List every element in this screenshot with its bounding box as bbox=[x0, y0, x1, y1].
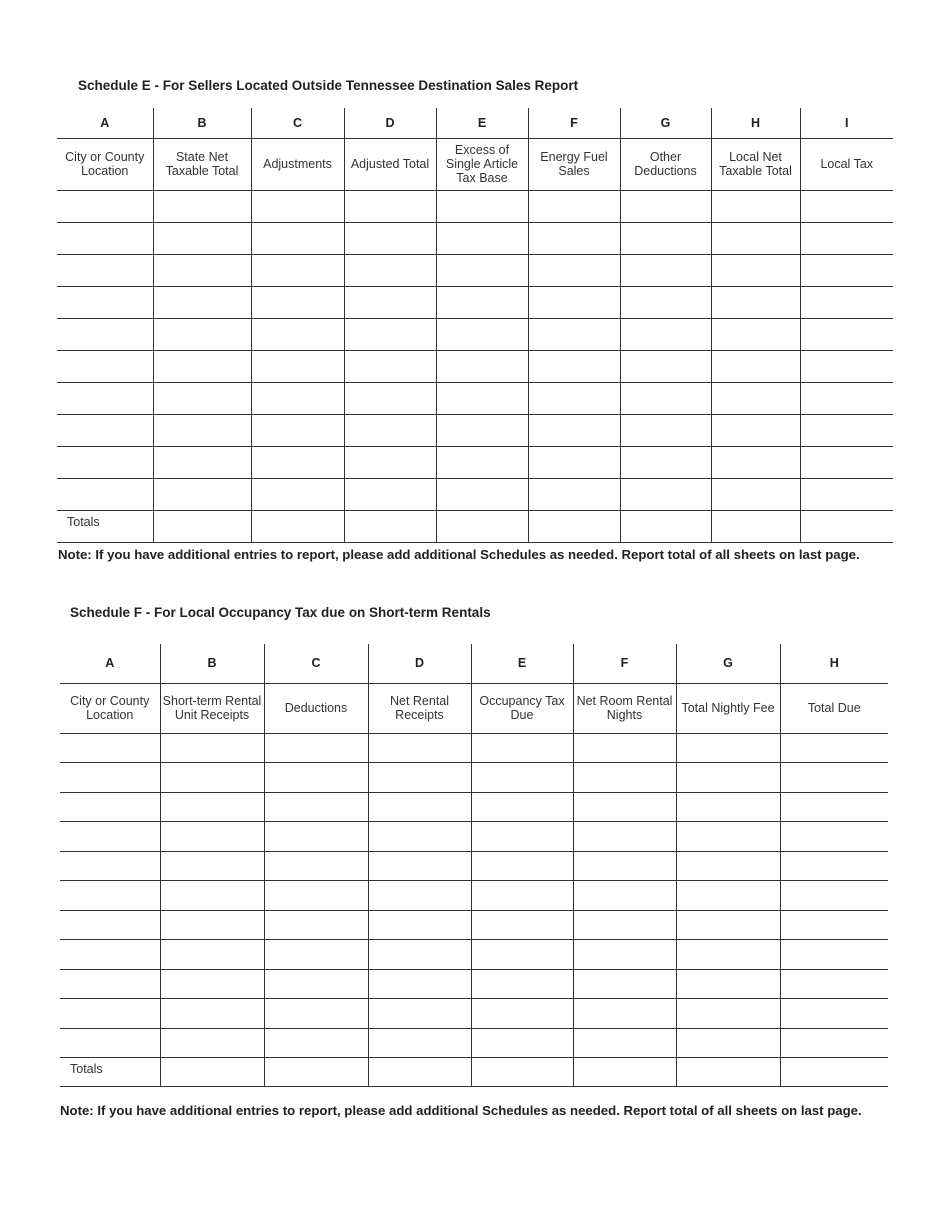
entry-cell[interactable] bbox=[471, 822, 573, 852]
schedule-e-title: Schedule E - For Sellers Located Outside Tennessee Destination Sales Report bbox=[78, 78, 579, 93]
entry-cell[interactable] bbox=[711, 286, 800, 318]
entry-cell[interactable] bbox=[436, 414, 528, 446]
entry-cell[interactable] bbox=[676, 763, 780, 793]
table-row bbox=[57, 190, 893, 222]
table-row bbox=[60, 1028, 888, 1058]
table-row bbox=[60, 881, 888, 911]
totals-cell[interactable] bbox=[264, 1058, 368, 1087]
entry-cell[interactable] bbox=[573, 999, 676, 1029]
entry-cell[interactable] bbox=[471, 733, 573, 763]
entry-cell[interactable] bbox=[676, 999, 780, 1029]
totals-row bbox=[60, 1058, 888, 1087]
column-header-h: Total Due bbox=[780, 683, 888, 733]
column-letter-e: E bbox=[436, 108, 528, 138]
entry-cell[interactable] bbox=[344, 478, 436, 510]
table-row bbox=[57, 318, 893, 350]
entry-cell[interactable] bbox=[264, 822, 368, 852]
entry-cell[interactable] bbox=[780, 999, 888, 1029]
entry-cell[interactable] bbox=[620, 478, 711, 510]
column-header-g: Total Nightly Fee bbox=[676, 683, 780, 733]
entry-cell[interactable] bbox=[368, 763, 471, 793]
table-row bbox=[60, 822, 888, 852]
table-row bbox=[60, 733, 888, 763]
entry-cell[interactable] bbox=[153, 414, 251, 446]
entry-cell[interactable] bbox=[60, 822, 160, 852]
entry-cell[interactable] bbox=[471, 969, 573, 999]
table-row bbox=[57, 286, 893, 318]
entry-cell[interactable] bbox=[344, 446, 436, 478]
entry-cell[interactable] bbox=[60, 763, 160, 793]
table-row bbox=[60, 969, 888, 999]
entry-cell[interactable] bbox=[528, 382, 620, 414]
entry-cell[interactable] bbox=[160, 733, 264, 763]
entry-cell[interactable] bbox=[436, 382, 528, 414]
column-header-d: Adjusted Total bbox=[344, 138, 436, 190]
table-row bbox=[60, 851, 888, 881]
entry-cell[interactable] bbox=[368, 969, 471, 999]
schedule-e-table bbox=[57, 108, 893, 543]
totals-cell[interactable] bbox=[573, 1058, 676, 1087]
entry-cell[interactable] bbox=[153, 222, 251, 254]
entry-cell[interactable] bbox=[676, 940, 780, 970]
entry-cell[interactable] bbox=[676, 822, 780, 852]
schedule-f-note: Note: If you have additional entries to report, please add additional Schedules as needed. Report total of all sheets on last page. bbox=[60, 1103, 862, 1118]
entry-cell[interactable] bbox=[711, 446, 800, 478]
table-row bbox=[60, 940, 888, 970]
totals-cell[interactable] bbox=[368, 1058, 471, 1087]
column-header-b: Short-term Rental Unit Receipts bbox=[160, 683, 264, 733]
entry-cell[interactable] bbox=[57, 222, 153, 254]
entry-cell[interactable] bbox=[160, 910, 264, 940]
entry-cell[interactable] bbox=[57, 382, 153, 414]
entry-cell[interactable] bbox=[780, 881, 888, 911]
entry-cell[interactable] bbox=[800, 286, 893, 318]
entry-cell[interactable] bbox=[344, 414, 436, 446]
entry-cell[interactable] bbox=[711, 254, 800, 286]
column-header-a: City or County Location bbox=[60, 683, 160, 733]
entry-cell[interactable] bbox=[471, 763, 573, 793]
entry-cell[interactable] bbox=[780, 940, 888, 970]
entry-cell[interactable] bbox=[344, 286, 436, 318]
column-header-e: Excess of Single Article Tax Base bbox=[436, 138, 528, 190]
column-header-h: Local Net Taxable Total bbox=[711, 138, 800, 190]
entry-cell[interactable] bbox=[344, 254, 436, 286]
entry-cell[interactable] bbox=[620, 254, 711, 286]
entry-cell[interactable] bbox=[436, 318, 528, 350]
entry-cell[interactable] bbox=[573, 792, 676, 822]
entry-cell[interactable] bbox=[780, 910, 888, 940]
entry-cell[interactable] bbox=[780, 792, 888, 822]
entry-cell[interactable] bbox=[57, 318, 153, 350]
entry-cell[interactable] bbox=[160, 1028, 264, 1058]
entry-cell[interactable] bbox=[573, 969, 676, 999]
entry-cell[interactable] bbox=[620, 222, 711, 254]
entry-cell[interactable] bbox=[60, 792, 160, 822]
entry-cell[interactable] bbox=[711, 318, 800, 350]
entry-cell[interactable] bbox=[528, 478, 620, 510]
entry-cell[interactable] bbox=[57, 478, 153, 510]
entry-cell[interactable] bbox=[780, 733, 888, 763]
totals-cell[interactable] bbox=[436, 510, 528, 542]
entry-cell[interactable] bbox=[344, 190, 436, 222]
entry-cell[interactable] bbox=[368, 733, 471, 763]
column-letter-g: G bbox=[676, 644, 780, 683]
entry-cell[interactable] bbox=[620, 414, 711, 446]
totals-cell[interactable] bbox=[471, 1058, 573, 1087]
column-letter-b: B bbox=[153, 108, 251, 138]
entry-cell[interactable] bbox=[711, 382, 800, 414]
entry-cell[interactable] bbox=[264, 881, 368, 911]
entry-cell[interactable] bbox=[436, 222, 528, 254]
entry-cell[interactable] bbox=[711, 190, 800, 222]
totals-label: Totals bbox=[60, 1058, 160, 1087]
entry-cell[interactable] bbox=[57, 254, 153, 286]
column-letter-c: C bbox=[251, 108, 344, 138]
entry-cell[interactable] bbox=[573, 851, 676, 881]
entry-cell[interactable] bbox=[264, 792, 368, 822]
entry-cell[interactable] bbox=[471, 999, 573, 1029]
totals-cell[interactable] bbox=[251, 510, 344, 542]
totals-cell[interactable] bbox=[160, 1058, 264, 1087]
totals-cell[interactable] bbox=[620, 510, 711, 542]
entry-cell[interactable] bbox=[60, 999, 160, 1029]
column-letter-a: A bbox=[60, 644, 160, 683]
entry-cell[interactable] bbox=[368, 792, 471, 822]
table-row bbox=[57, 222, 893, 254]
entry-cell[interactable] bbox=[711, 478, 800, 510]
entry-cell[interactable] bbox=[60, 733, 160, 763]
column-header-e: Occupancy Tax Due bbox=[471, 683, 573, 733]
column-letter-d: D bbox=[368, 644, 471, 683]
entry-cell[interactable] bbox=[153, 382, 251, 414]
entry-cell[interactable] bbox=[573, 910, 676, 940]
entry-cell[interactable] bbox=[60, 1028, 160, 1058]
entry-cell[interactable] bbox=[780, 969, 888, 999]
entry-cell[interactable] bbox=[60, 969, 160, 999]
entry-cell[interactable] bbox=[153, 254, 251, 286]
entry-cell[interactable] bbox=[264, 763, 368, 793]
totals-cell[interactable] bbox=[153, 510, 251, 542]
table-row bbox=[57, 254, 893, 286]
entry-cell[interactable] bbox=[436, 350, 528, 382]
entry-cell[interactable] bbox=[528, 190, 620, 222]
entry-cell[interactable] bbox=[264, 940, 368, 970]
entry-cell[interactable] bbox=[528, 318, 620, 350]
table-row bbox=[57, 414, 893, 446]
column-letter-i: I bbox=[800, 108, 893, 138]
entry-cell[interactable] bbox=[676, 851, 780, 881]
entry-cell[interactable] bbox=[573, 881, 676, 911]
column-letter-h: H bbox=[780, 644, 888, 683]
column-letter-c: C bbox=[264, 644, 368, 683]
entry-cell[interactable] bbox=[264, 851, 368, 881]
column-letter-a: A bbox=[57, 108, 153, 138]
entry-cell[interactable] bbox=[368, 851, 471, 881]
entry-cell[interactable] bbox=[780, 822, 888, 852]
table-row bbox=[57, 478, 893, 510]
column-header-i: Local Tax bbox=[800, 138, 893, 190]
entry-cell[interactable] bbox=[528, 446, 620, 478]
entry-cell[interactable] bbox=[160, 763, 264, 793]
totals-cell[interactable] bbox=[528, 510, 620, 542]
column-header-f: Net Room Rental Nights bbox=[573, 683, 676, 733]
entry-cell[interactable] bbox=[160, 792, 264, 822]
entry-cell[interactable] bbox=[153, 478, 251, 510]
column-header-d: Net Rental Receipts bbox=[368, 683, 471, 733]
entry-cell[interactable] bbox=[800, 222, 893, 254]
column-letter-d: D bbox=[344, 108, 436, 138]
column-header-g: Other Deductions bbox=[620, 138, 711, 190]
entry-cell[interactable] bbox=[471, 792, 573, 822]
entry-cell[interactable] bbox=[676, 969, 780, 999]
entry-cell[interactable] bbox=[800, 190, 893, 222]
entry-cell[interactable] bbox=[264, 733, 368, 763]
entry-cell[interactable] bbox=[368, 940, 471, 970]
entry-cell[interactable] bbox=[780, 1028, 888, 1058]
entry-cell[interactable] bbox=[60, 851, 160, 881]
entry-cell[interactable] bbox=[573, 940, 676, 970]
totals-row bbox=[57, 510, 893, 542]
entry-cell[interactable] bbox=[800, 414, 893, 446]
entry-cell[interactable] bbox=[800, 318, 893, 350]
totals-cell[interactable] bbox=[780, 1058, 888, 1087]
column-header-b: State Net Taxable Total bbox=[153, 138, 251, 190]
column-header-f: Energy Fuel Sales bbox=[528, 138, 620, 190]
entry-cell[interactable] bbox=[780, 851, 888, 881]
entry-cell[interactable] bbox=[471, 1028, 573, 1058]
column-letter-e: E bbox=[471, 644, 573, 683]
entry-cell[interactable] bbox=[471, 881, 573, 911]
entry-cell[interactable] bbox=[368, 881, 471, 911]
schedule-f-title: Schedule F - For Local Occupancy Tax due on Short-term Rentals bbox=[70, 605, 491, 620]
entry-cell[interactable] bbox=[800, 350, 893, 382]
entry-cell[interactable] bbox=[436, 286, 528, 318]
entry-cell[interactable] bbox=[800, 478, 893, 510]
entry-cell[interactable] bbox=[251, 254, 344, 286]
column-letter-h: H bbox=[711, 108, 800, 138]
entry-cell[interactable] bbox=[711, 414, 800, 446]
entry-cell[interactable] bbox=[160, 940, 264, 970]
entry-cell[interactable] bbox=[800, 446, 893, 478]
entry-cell[interactable] bbox=[344, 318, 436, 350]
entry-cell[interactable] bbox=[436, 254, 528, 286]
entry-cell[interactable] bbox=[251, 478, 344, 510]
entry-cell[interactable] bbox=[251, 222, 344, 254]
entry-cell[interactable] bbox=[528, 222, 620, 254]
entry-cell[interactable] bbox=[264, 910, 368, 940]
entry-cell[interactable] bbox=[153, 318, 251, 350]
entry-cell[interactable] bbox=[251, 350, 344, 382]
column-header-a: City or County Location bbox=[57, 138, 153, 190]
entry-cell[interactable] bbox=[264, 1028, 368, 1058]
entry-cell[interactable] bbox=[620, 446, 711, 478]
totals-cell[interactable] bbox=[344, 510, 436, 542]
column-header-c: Adjustments bbox=[251, 138, 344, 190]
table-row bbox=[60, 999, 888, 1029]
entry-cell[interactable] bbox=[344, 222, 436, 254]
entry-cell[interactable] bbox=[676, 881, 780, 911]
totals-cell[interactable] bbox=[676, 1058, 780, 1087]
entry-cell[interactable] bbox=[60, 910, 160, 940]
entry-cell[interactable] bbox=[573, 1028, 676, 1058]
entry-cell[interactable] bbox=[251, 318, 344, 350]
entry-cell[interactable] bbox=[344, 382, 436, 414]
entry-cell[interactable] bbox=[251, 414, 344, 446]
entry-cell[interactable] bbox=[471, 940, 573, 970]
entry-cell[interactable] bbox=[676, 910, 780, 940]
entry-cell[interactable] bbox=[160, 822, 264, 852]
entry-cell[interactable] bbox=[251, 446, 344, 478]
column-letter-b: B bbox=[160, 644, 264, 683]
table-row bbox=[60, 792, 888, 822]
entry-cell[interactable] bbox=[676, 792, 780, 822]
table-row bbox=[57, 446, 893, 478]
column-letter-f: F bbox=[528, 108, 620, 138]
entry-cell[interactable] bbox=[160, 851, 264, 881]
entry-cell[interactable] bbox=[620, 190, 711, 222]
entry-cell[interactable] bbox=[676, 1028, 780, 1058]
column-header-c: Deductions bbox=[264, 683, 368, 733]
entry-cell[interactable] bbox=[368, 999, 471, 1029]
entry-cell[interactable] bbox=[800, 254, 893, 286]
entry-cell[interactable] bbox=[60, 940, 160, 970]
entry-cell[interactable] bbox=[436, 190, 528, 222]
entry-cell[interactable] bbox=[676, 733, 780, 763]
entry-cell[interactable] bbox=[528, 350, 620, 382]
schedule-e-note: Note: If you have additional entries to report, please add additional Schedules as needed. Report total of all sheets on last page. bbox=[58, 547, 860, 562]
entry-cell[interactable] bbox=[573, 822, 676, 852]
totals-cell[interactable] bbox=[800, 510, 893, 542]
entry-cell[interactable] bbox=[251, 286, 344, 318]
column-letter-f: F bbox=[573, 644, 676, 683]
totals-cell[interactable] bbox=[711, 510, 800, 542]
entry-cell[interactable] bbox=[344, 350, 436, 382]
entry-cell[interactable] bbox=[57, 414, 153, 446]
entry-cell[interactable] bbox=[436, 446, 528, 478]
schedule-f-table bbox=[60, 644, 888, 1087]
entry-cell[interactable] bbox=[573, 733, 676, 763]
entry-cell[interactable] bbox=[573, 763, 676, 793]
entry-cell[interactable] bbox=[800, 382, 893, 414]
entry-cell[interactable] bbox=[528, 254, 620, 286]
column-letter-g: G bbox=[620, 108, 711, 138]
entry-cell[interactable] bbox=[57, 190, 153, 222]
entry-cell[interactable] bbox=[528, 414, 620, 446]
entry-cell[interactable] bbox=[264, 969, 368, 999]
entry-cell[interactable] bbox=[620, 286, 711, 318]
entry-cell[interactable] bbox=[620, 350, 711, 382]
totals-label: Totals bbox=[57, 510, 153, 542]
entry-cell[interactable] bbox=[620, 382, 711, 414]
entry-cell[interactable] bbox=[368, 822, 471, 852]
entry-cell[interactable] bbox=[368, 910, 471, 940]
entry-cell[interactable] bbox=[620, 318, 711, 350]
entry-cell[interactable] bbox=[57, 446, 153, 478]
entry-cell[interactable] bbox=[160, 969, 264, 999]
table-row bbox=[57, 350, 893, 382]
entry-cell[interactable] bbox=[160, 881, 264, 911]
entry-cell[interactable] bbox=[471, 851, 573, 881]
entry-cell[interactable] bbox=[780, 763, 888, 793]
table-row bbox=[57, 382, 893, 414]
entry-cell[interactable] bbox=[57, 286, 153, 318]
entry-cell[interactable] bbox=[436, 478, 528, 510]
entry-cell[interactable] bbox=[160, 999, 264, 1029]
entry-cell[interactable] bbox=[153, 286, 251, 318]
entry-cell[interactable] bbox=[57, 350, 153, 382]
entry-cell[interactable] bbox=[153, 446, 251, 478]
entry-cell[interactable] bbox=[368, 1028, 471, 1058]
entry-cell[interactable] bbox=[471, 910, 573, 940]
table-row bbox=[60, 763, 888, 793]
entry-cell[interactable] bbox=[711, 222, 800, 254]
entry-cell[interactable] bbox=[264, 999, 368, 1029]
entry-cell[interactable] bbox=[528, 286, 620, 318]
entry-cell[interactable] bbox=[153, 350, 251, 382]
entry-cell[interactable] bbox=[711, 350, 800, 382]
entry-cell[interactable] bbox=[251, 382, 344, 414]
table-row bbox=[60, 910, 888, 940]
entry-cell[interactable] bbox=[153, 190, 251, 222]
entry-cell[interactable] bbox=[251, 190, 344, 222]
entry-cell[interactable] bbox=[60, 881, 160, 911]
